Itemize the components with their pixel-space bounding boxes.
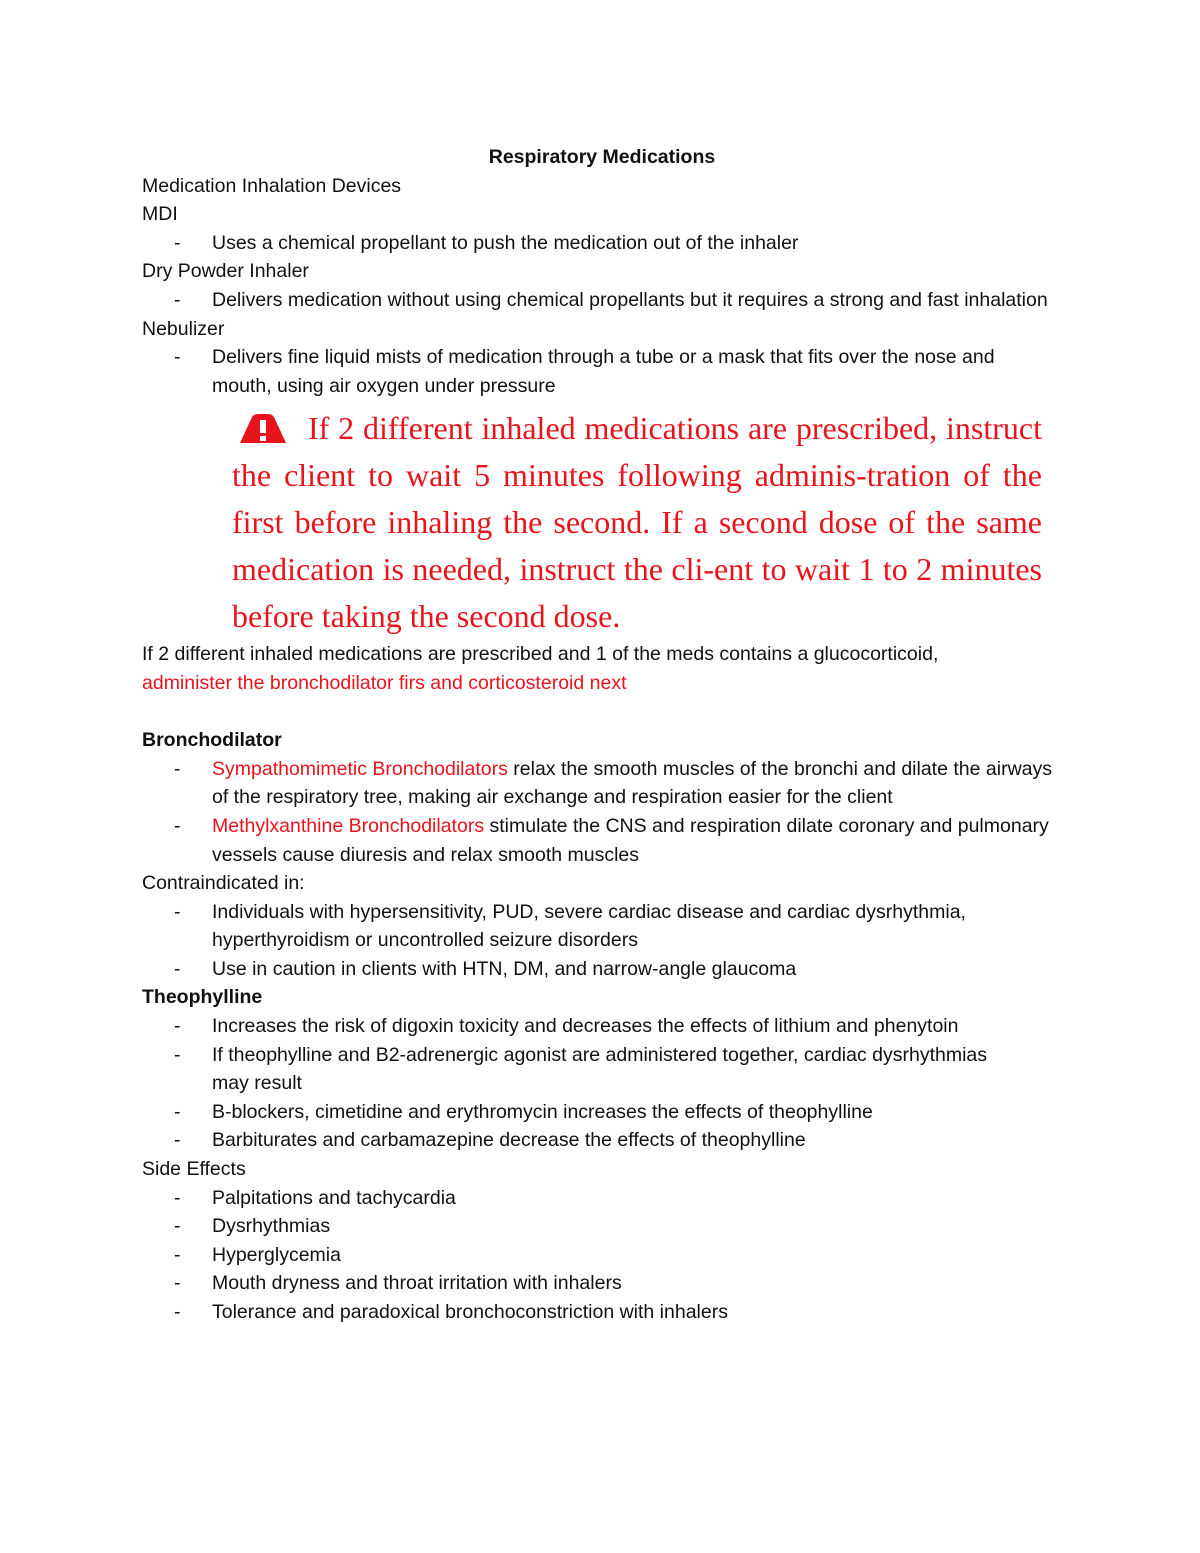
list-item: - B-blockers, cimetidine and erythromycin increases the effects of theophylline	[142, 1098, 1062, 1127]
glucocorticoid-note-emphasis: administer the bronchodilator firs and corticosteroid next	[142, 671, 627, 694]
list-item	[142, 755, 1062, 812]
nebulizer-heading: Nebulizer	[142, 317, 225, 340]
devices-heading: Medication Inhalation Devices	[142, 174, 402, 197]
dpi-list	[142, 286, 1062, 315]
list-item: - If theophylline and B2-adrenergic agonist are administered together, cardiac dysrhythmias may result	[142, 1041, 1062, 1098]
mdi-heading: MDI	[142, 203, 178, 226]
dpi-heading: Dry Powder Inhaler	[142, 260, 309, 283]
list-item: - Tolerance and paradoxical bronchoconstriction with inhalers	[142, 1298, 1062, 1327]
mdi-list	[142, 229, 1062, 258]
list-item: - Uses a chemical propellant to push the medication out of the inhaler	[142, 229, 1062, 258]
list-item: - Delivers fine liquid mists of medication through a tube or a mask that fits over the nose and mouth, using air oxygen under pressure	[142, 343, 1062, 400]
list-item: - Use in caution in clients with HTN, DM, and narrow-angle glaucoma	[142, 955, 1062, 984]
list-item: - Palpitations and tachycardia	[142, 1184, 1062, 1213]
page-title: Respiratory Medications	[488, 146, 716, 168]
theophylline-heading: Theophylline	[142, 986, 263, 1009]
contraindicated-heading: Contraindicated in:	[142, 872, 305, 895]
theophylline-list	[142, 1012, 1062, 1155]
list-item: - Hyperglycemia	[142, 1241, 1062, 1270]
document-page	[142, 143, 1062, 1327]
glucocorticoid-note: If 2 different inhaled medications are prescribed and 1 of the meds contains a glucocorticoid,	[142, 643, 939, 666]
warning-icon	[232, 413, 294, 445]
list-item: - Increases the risk of digoxin toxicity and decreases the effects of lithium and phenytoin	[142, 1012, 1062, 1041]
side-effects-heading: Side Effects	[142, 1158, 246, 1181]
contraindicated-list	[142, 898, 1062, 984]
list-item	[142, 812, 1062, 869]
callout-text: If 2 different inhaled medications are prescribed, instruct the client to wait 5 minutes following adminis-tration of the first before inhaling the second. If a second dose of the same medication is needed, instruct the cli-ent to wait 1 to 2 minutes before taking the second dose.	[232, 410, 1042, 635]
list-item: - Mouth dryness and throat irritation with inhalers	[142, 1269, 1062, 1298]
term-methylxanthine: Methylxanthine Bronchodilators	[212, 814, 485, 837]
list-item: - Individuals with hypersensitivity, PUD, severe cardiac disease and cardiac dysrhythmia, hyperthyroidism or uncontrolled seizure disorders	[142, 898, 1062, 955]
warning-callout	[232, 405, 1042, 640]
list-item: - Dysrhythmias	[142, 1212, 1062, 1241]
side-effects-list	[142, 1184, 1062, 1327]
bronchodilator-list	[142, 755, 1062, 869]
term-description: stimulate the CNS and respiration dilate coronary and pulmonary vessels cause diuresis and relax smooth muscles	[212, 814, 1049, 866]
list-item: - Delivers medication without using chemical propellants but it requires a strong and fast inhalation	[142, 286, 1062, 315]
nebulizer-list	[142, 343, 1062, 400]
term-description: relax the smooth muscles of the bronchi and dilate the airways of the respiratory tree, making air exchange and respiration easier for the client	[212, 757, 1052, 809]
list-item: - Barbiturates and carbamazepine decrease the effects of theophylline	[142, 1126, 1062, 1155]
spacer	[142, 698, 1062, 727]
term-sympathomimetic: Sympathomimetic Bronchodilators	[212, 757, 508, 780]
bronchodilator-heading: Bronchodilator	[142, 729, 282, 752]
